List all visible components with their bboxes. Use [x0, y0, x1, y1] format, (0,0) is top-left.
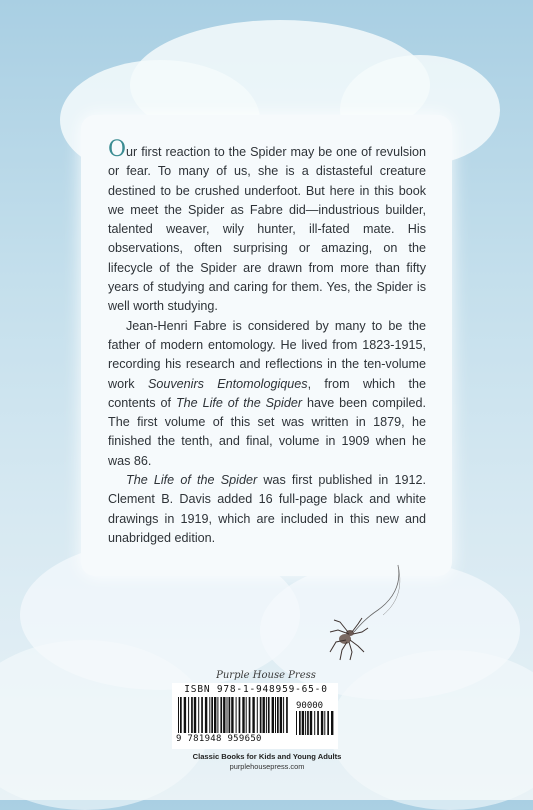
blurb-paragraph-2: Jean-Henri Fabre is considered by many to be the father of modern entomology. He lived from 1823-1915, recording his research and reflections in the ten-volume work Souvenirs Entomologiques, from which the contents of The Life of the Spider have been compiled. The first volume of this set was written in 1879, he finished the tenth, and final, volume in 1909 when he was 86. [108, 318, 426, 468]
publisher-logo: Purple House Press [216, 670, 316, 681]
isbn-barcode-box [172, 683, 338, 749]
isbn-label: ISBN 978-1-948959-65-0 [184, 684, 328, 695]
price-barcode-bars [296, 711, 336, 741]
price-code: 90000 [296, 701, 324, 711]
drop-cap: O [108, 137, 127, 162]
publisher-tagline: Classic Books for Kids and Young Adults [192, 752, 342, 761]
barcode-digits: 9 781948 959650 [176, 734, 262, 744]
publisher-website: purplehousepress.com [229, 762, 305, 771]
blurb-paragraph-1: Our first reaction to the Spider may be one of revulsion or fear. To many of us, she is a distasteful creature destined to be crushed underfoot. But here in this book we meet the Spider as Fabre did—industrious builder, talented weaver, wily hunter, ill-fated mate. His observations, often surprising or amazing, on the lifecycle of the Spider are drawn from more than fifty years of studying and caring for them. Yes, the Spider is well worth studying. [108, 137, 426, 314]
book-title: The Life of the Spider [175, 395, 303, 410]
blurb-paragraph-3: The Life of the Spider was first published in 1912. Clement B. Davis added 16 full-page black and white drawings in 1919, which are included in this new and unabridged edition. [108, 473, 426, 545]
barcode-bars [178, 697, 293, 733]
spider-icon [330, 618, 368, 660]
work-title: Souvenirs Entomologiques [147, 376, 308, 391]
book-title: The Life of the Spider [126, 473, 258, 488]
